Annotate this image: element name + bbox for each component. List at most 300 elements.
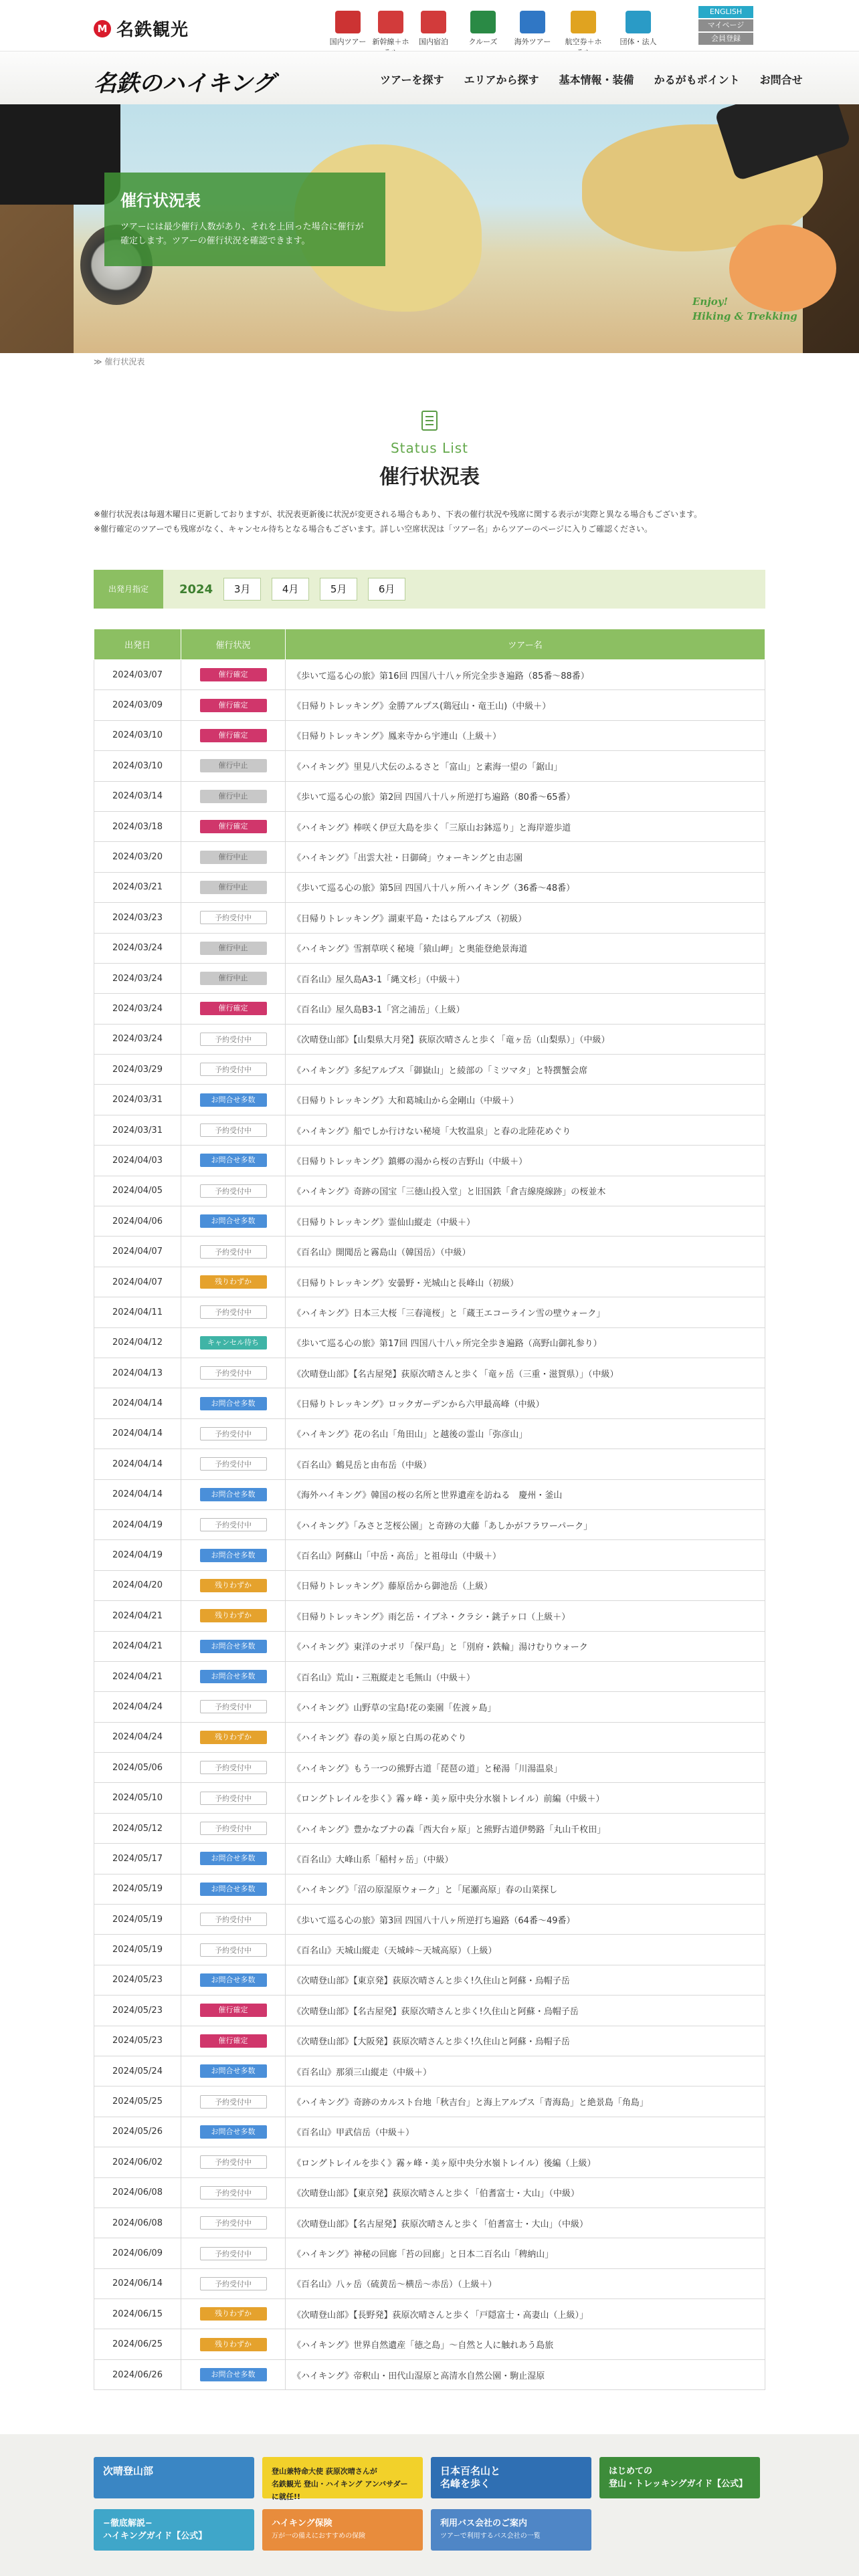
footer-banners xyxy=(0,2434,859,2576)
status-badge: 予約受付中 xyxy=(200,1700,267,1713)
table-row xyxy=(94,811,765,841)
status-badge: 予約受付中 xyxy=(200,1761,267,1774)
link-overseas-tour[interactable]: 海外ツアー xyxy=(511,11,554,47)
banner-insurance[interactable] xyxy=(262,2509,423,2551)
table-row xyxy=(94,2147,765,2177)
table-row xyxy=(94,1418,765,1448)
status-badge: お問合せ多数 xyxy=(200,1549,267,1562)
table-row xyxy=(94,1661,765,1691)
table-row xyxy=(94,2208,765,2238)
tour-name-link[interactable]: 《日帰りトレッキング》鎮郷の湯から桜の吉野山（中級＋） xyxy=(286,1146,765,1176)
table-row xyxy=(94,751,765,781)
status-badge: 残りわずか xyxy=(200,2307,267,2321)
status-cell xyxy=(181,2208,286,2238)
logo-mark-icon: M xyxy=(94,20,111,37)
status-cell xyxy=(181,1146,286,1176)
date-cell: 2024/03/10 xyxy=(94,751,181,781)
banner-bus-company[interactable] xyxy=(431,2509,591,2551)
table-row xyxy=(94,1844,765,1874)
tour-name-link[interactable]: 《日帰りトレッキング》鳳来寺から宇連山（上級＋） xyxy=(286,720,765,750)
tour-name-link[interactable]: 《歩いて巡る心の旅》第16回 四国八十八ヶ所完全歩き遍路（85番〜88番） xyxy=(286,660,765,690)
link-domestic-stay[interactable]: 国内宿泊 xyxy=(412,11,455,47)
status-badge: 予約受付中 xyxy=(200,1184,267,1198)
table-row xyxy=(94,1540,765,1570)
table-row xyxy=(94,1783,765,1813)
status-badge: 予約受付中 xyxy=(200,2155,267,2169)
table-row xyxy=(94,1965,765,1995)
status-cell xyxy=(181,751,286,781)
status-badge: お問合せ多数 xyxy=(200,1640,267,1653)
nav-menu xyxy=(380,72,803,87)
month-button-apr[interactable]: 4月 xyxy=(272,578,309,601)
table-row xyxy=(94,933,765,963)
tour-name-link[interactable]: 《日帰りトレッキング》藤原岳から御池岳（上級） xyxy=(286,1570,765,1600)
table-row xyxy=(94,1115,765,1145)
table-row xyxy=(94,1388,765,1418)
tour-name-link[interactable]: 《ロングトレイルを歩く》霧ヶ峰・美ヶ原中央分水嶺トレイル）後編（上級） xyxy=(286,2147,765,2177)
banner-label: 登山兼特命大使 荻原次晴さんが xyxy=(272,2467,377,2476)
tour-name-link[interactable]: 《歩いて巡る心の旅》第17回 四国八十八ヶ所完全歩き遍路（高野山御礼参り） xyxy=(286,1327,765,1358)
status-badge: 残りわずか xyxy=(200,1579,267,1592)
banner-hyakumeizan[interactable] xyxy=(431,2457,591,2498)
table-row xyxy=(94,1905,765,1935)
table-row xyxy=(94,2359,765,2389)
date-cell: 2024/04/21 xyxy=(94,1601,181,1631)
hotel-icon xyxy=(421,11,446,33)
table-row xyxy=(94,1297,765,1327)
date-cell: 2024/03/14 xyxy=(94,781,181,811)
date-cell: 2024/04/11 xyxy=(94,1297,181,1327)
tour-name-link[interactable]: 《ロングトレイルを歩く》霧ヶ峰・美ヶ原中央分水嶺トレイル）前編（中級＋） xyxy=(286,1783,765,1813)
tour-name-link[interactable]: 《ハイキング》神秘の回廊「苔の回廊」と日本二百名山「稗納山」 xyxy=(286,2238,765,2268)
date-cell: 2024/04/07 xyxy=(94,1267,181,1297)
status-badge: 残りわずか xyxy=(200,1731,267,1744)
tour-name-link[interactable]: 《日帰りトレッキング》大和葛城山から金剛山（中級＋） xyxy=(286,1085,765,1115)
nav-item-basic-info[interactable]: 基本情報・装備 xyxy=(559,74,634,86)
nav-item-contact[interactable]: お問合せ xyxy=(759,74,803,86)
status-badge: お問合せ多数 xyxy=(200,2368,267,2381)
table-row xyxy=(94,1509,765,1539)
col-header-date: 出発日 xyxy=(94,629,181,660)
status-cell xyxy=(181,1024,286,1054)
register-button[interactable]: 会員登録 xyxy=(698,33,753,45)
site-name[interactable]: 名鉄のハイキング xyxy=(94,70,275,97)
link-domestic-tour[interactable]: 国内ツアー xyxy=(326,11,369,47)
status-cell xyxy=(181,1237,286,1267)
status-badge: 予約受付中 xyxy=(200,1913,267,1926)
status-badge: 予約受付中 xyxy=(200,1366,267,1380)
status-cell xyxy=(181,1753,286,1783)
torii-icon xyxy=(335,11,361,33)
date-cell: 2024/03/29 xyxy=(94,1055,181,1085)
tour-name-link[interactable]: 《歩いて巡る心の旅》第3回 四国八十八ヶ所逆打ち遍路（64番〜49番） xyxy=(286,1905,765,1935)
status-cell xyxy=(181,1267,286,1297)
tour-name-link[interactable]: 《次晴登山部》【東京発】荻原次晴さんと歩く!久住山と阿蘇・烏帽子岳 xyxy=(286,1965,765,1995)
status-badge: 予約受付中 xyxy=(200,2095,267,2109)
filter-label: 出発月指定 xyxy=(94,570,163,609)
status-cell xyxy=(181,1449,286,1479)
tour-name-link[interactable]: 《歩いて巡る心の旅》第2回 四国八十八ヶ所逆打ち遍路（80番〜65番） xyxy=(286,781,765,811)
date-cell: 2024/03/31 xyxy=(94,1115,181,1145)
status-cell xyxy=(181,2238,286,2268)
tour-name-link[interactable]: 《ハイキング》船でしか行けない秘境「大牧温泉」と春の北陸花めぐり xyxy=(286,1115,765,1145)
status-cell xyxy=(181,1206,286,1237)
tour-name-link[interactable]: 《百名山》甲武信岳（中級＋） xyxy=(286,2117,765,2147)
tour-name-link[interactable]: 《ハイキング》世界自然遺産「徳之島」〜自然と人に触れあう島旅 xyxy=(286,2329,765,2359)
status-table xyxy=(94,629,765,2390)
tour-name-link[interactable]: 《次晴登山部》【名古屋発】荻原次晴さんと歩く「竜ヶ岳（三重・滋賀県）」（中級） xyxy=(286,1358,765,1388)
month-button-mar[interactable]: 3月 xyxy=(223,578,261,601)
tour-name-link[interactable]: 《日帰りトレッキング》雨乞岳・イブネ・クラシ・銚子ヶ口（上級＋） xyxy=(286,1601,765,1631)
status-cell xyxy=(181,1055,286,1085)
date-cell: 2024/04/03 xyxy=(94,1146,181,1176)
date-cell: 2024/05/19 xyxy=(94,1935,181,1965)
camera-image xyxy=(0,104,120,205)
month-button-jun[interactable]: 6月 xyxy=(368,578,405,601)
tour-name-link[interactable]: 《百名山》荒山・三瓶縦走と毛無山（中級＋） xyxy=(286,1661,765,1691)
tour-name-link[interactable]: 《ハイキング》日本三大桜「三春滝桜」と「蔵王エコーライン雪の壁ウォーク」 xyxy=(286,1297,765,1327)
status-cell xyxy=(181,2177,286,2208)
note-2: ※催行確定のツアーでも残席がなく、キャンセル待ちとなる場合もございます。詳しい空席状況は「ツアー名」からツアーのページに入りご確認ください。 xyxy=(94,524,653,534)
banner-label: ハイキング保険 xyxy=(272,2518,332,2529)
enjoy-tagline-top: Enjoy! xyxy=(692,296,729,308)
date-cell: 2024/03/24 xyxy=(94,963,181,993)
tour-name-link[interactable]: 《百名山》鶴見岳と由布岳（中級） xyxy=(286,1449,765,1479)
table-row xyxy=(94,1267,765,1297)
status-cell xyxy=(181,933,286,963)
status-badge: 催行中止 xyxy=(200,790,267,803)
date-cell: 2024/05/10 xyxy=(94,1783,181,1813)
tour-name-link[interactable]: 《ハイキング》「みさと芝桜公園」と奇跡の大藤「あしかがフラワーパーク」 xyxy=(286,1509,765,1539)
status-cell xyxy=(181,1905,286,1935)
table-row xyxy=(94,1935,765,1965)
date-cell: 2024/03/07 xyxy=(94,660,181,690)
banner-first-guide[interactable] xyxy=(599,2457,760,2498)
tour-name-link[interactable]: 《ハイキング》もう一つの熊野古道「琵琶の道」と秘湯「川湯温泉」 xyxy=(286,1753,765,1783)
global-nav xyxy=(0,51,859,104)
status-badge: お問合せ多数 xyxy=(200,2064,267,2078)
date-cell: 2024/06/25 xyxy=(94,2329,181,2359)
link-cruise[interactable]: クルーズ xyxy=(462,11,504,47)
date-cell: 2024/04/13 xyxy=(94,1358,181,1388)
col-header-tour: ツアー名 xyxy=(286,629,765,660)
table-row xyxy=(94,1358,765,1388)
tour-name-link[interactable]: 《ハイキング》多紀アルプス「御嶽山」と綾部の「ミツマタ」と特撰蟹会席 xyxy=(286,1055,765,1085)
date-cell: 2024/05/23 xyxy=(94,2026,181,2056)
tour-name-link[interactable]: 《歩いて巡る心の旅》第5回 四国八十八ヶ所ハイキング（36番〜48番） xyxy=(286,872,765,902)
status-badge: キャンセル待ち xyxy=(200,1336,267,1350)
table-row xyxy=(94,1722,765,1752)
date-cell: 2024/03/24 xyxy=(94,933,181,963)
status-cell xyxy=(181,2268,286,2298)
tour-name-link[interactable]: 《日帰りトレッキング》湖東平島・たはらアルプス（初級） xyxy=(286,903,765,933)
status-badge: 催行中止 xyxy=(200,881,267,894)
table-row xyxy=(94,2238,765,2268)
date-cell: 2024/03/23 xyxy=(94,903,181,933)
tour-name-link[interactable]: 《ハイキング》奇跡の国宝「三徳山投入堂」と旧国鉄「倉吉線廃線跡」の桜並木 xyxy=(286,1176,765,1206)
status-cell xyxy=(181,1297,286,1327)
date-cell: 2024/06/15 xyxy=(94,2299,181,2329)
table-header-row xyxy=(94,629,765,660)
status-badge: 予約受付中 xyxy=(200,1245,267,1259)
tour-name-link[interactable]: 《次晴登山部》【東京発】荻原次晴さんと歩く「伯耆富士・大山」（中級） xyxy=(286,2177,765,2208)
table-row xyxy=(94,2177,765,2208)
date-cell: 2024/04/19 xyxy=(94,1509,181,1539)
col-header-status: 催行状況 xyxy=(181,629,286,660)
table-row xyxy=(94,872,765,902)
table-row xyxy=(94,1176,765,1206)
table-row xyxy=(94,1570,765,1600)
status-cell xyxy=(181,842,286,872)
status-cell xyxy=(181,720,286,750)
status-badge: お問合せ多数 xyxy=(200,2125,267,2139)
tour-name-link[interactable]: 《次晴登山部》【山梨県大月発】荻原次晴さんと歩く「竜ヶ岳（山梨県）」（中級） xyxy=(286,1024,765,1054)
date-cell: 2024/05/17 xyxy=(94,1844,181,1874)
date-cell: 2024/05/19 xyxy=(94,1905,181,1935)
tour-name-link[interactable]: 《百名山》開聞岳と霧島山（韓国岳）（中級） xyxy=(286,1237,765,1267)
table-row xyxy=(94,1601,765,1631)
banner-tsugiharu-club[interactable] xyxy=(94,2457,254,2498)
filter-year: 2024 xyxy=(179,582,213,597)
status-cell xyxy=(181,1722,286,1752)
status-badge: お問合せ多数 xyxy=(200,1488,267,1501)
status-badge: 催行中止 xyxy=(200,942,267,955)
date-cell: 2024/04/14 xyxy=(94,1449,181,1479)
date-cell: 2024/03/20 xyxy=(94,842,181,872)
status-cell xyxy=(181,1813,286,1843)
breadcrumb[interactable]: ≫ 催行状況表 xyxy=(94,357,145,366)
banner-sub: 万が一の備えにおすすめの保険 xyxy=(272,2533,366,2540)
status-badge: 催行確定 xyxy=(200,668,267,681)
status-badge: 予約受付中 xyxy=(200,1822,267,1835)
status-badge: お問合せ多数 xyxy=(200,1670,267,1683)
status-badge: 予約受付中 xyxy=(200,1305,267,1319)
date-cell: 2024/03/21 xyxy=(94,872,181,902)
date-cell: 2024/05/23 xyxy=(94,1996,181,2026)
date-cell: 2024/06/08 xyxy=(94,2177,181,2208)
status-cell xyxy=(181,1692,286,1722)
status-badge: 予約受付中 xyxy=(200,1033,267,1046)
table-row xyxy=(94,1085,765,1115)
banner-sub: 登山・トレッキングガイド【公式】 xyxy=(609,2479,748,2489)
tour-name-link[interactable]: 《百名山》阿蘇山「中岳・高岳」と祖母山（中級＋） xyxy=(286,1540,765,1570)
tour-name-link[interactable]: 《日帰りトレッキング》霊仙山縦走（中級＋） xyxy=(286,1206,765,1237)
enjoy-tagline xyxy=(692,294,797,324)
tour-name-link[interactable]: 《ハイキング》帝釈山・田代山湿原と高清水自然公園・駒止湿原 xyxy=(286,2359,765,2389)
status-cell xyxy=(181,1479,286,1509)
table-row xyxy=(94,842,765,872)
status-badge: お問合せ多数 xyxy=(200,1093,267,1107)
status-cell xyxy=(181,2056,286,2086)
date-cell: 2024/05/23 xyxy=(94,1965,181,1995)
tour-name-link[interactable]: 《次晴登山部》【名古屋発】荻原次晴さんと歩く!久住山と阿蘇・烏帽子岳 xyxy=(286,1996,765,2026)
status-badge: 予約受付中 xyxy=(200,2277,267,2290)
status-badge: 催行確定 xyxy=(200,699,267,712)
banner-label: 次晴登山部 xyxy=(103,2465,154,2477)
date-cell: 2024/05/25 xyxy=(94,2086,181,2117)
tour-name-link[interactable]: 《ハイキング》棒咲く伊豆大島を歩く「三原山お鉢巡り」と海岸遊歩道 xyxy=(286,811,765,841)
table-row xyxy=(94,994,765,1024)
tour-name-link[interactable]: 《ハイキング》春の美ヶ原と白馬の花めぐり xyxy=(286,1722,765,1752)
tour-name-link[interactable]: 《百名山》大峰山系「稲村ヶ岳」（中級） xyxy=(286,1844,765,1874)
status-badge: 催行中止 xyxy=(200,759,267,772)
tour-name-link[interactable]: 《百名山》八ヶ岳（硫黄岳〜横岳〜赤岳）（上級＋） xyxy=(286,2268,765,2298)
table-row xyxy=(94,1479,765,1509)
tour-name-link[interactable]: 《ハイキング》「出雲大社・日御碕」ウォーキングと由志園 xyxy=(286,842,765,872)
table-row xyxy=(94,903,765,933)
status-cell xyxy=(181,2359,286,2389)
date-cell: 2024/03/09 xyxy=(94,690,181,720)
date-cell: 2024/06/02 xyxy=(94,2147,181,2177)
tour-name-link[interactable]: 《百名山》天城山縦走（天城峠〜天城高原）（上級） xyxy=(286,1935,765,1965)
table-row xyxy=(94,1874,765,1904)
banner-sub: 名峰を歩く xyxy=(440,2478,491,2490)
tabipod-logo-icon xyxy=(571,11,596,33)
status-badge: 予約受付中 xyxy=(200,2186,267,2199)
tour-name-link[interactable]: 《ハイキング》里見八犬伝のふるさと「富山」と素海一望の「鋸山」 xyxy=(286,751,765,781)
date-cell: 2024/03/31 xyxy=(94,1085,181,1115)
month-filter xyxy=(94,570,765,609)
status-cell xyxy=(181,1418,286,1448)
month-button-may[interactable]: 5月 xyxy=(320,578,357,601)
status-badge: お問合せ多数 xyxy=(200,1852,267,1865)
date-cell: 2024/04/24 xyxy=(94,1722,181,1752)
side-buttons xyxy=(698,6,753,46)
mypage-button[interactable]: マイページ xyxy=(698,19,753,31)
tour-name-link[interactable]: 《ハイキング》「沼の原湿原ウォーク」と「尾瀬高原」春の山菜探し xyxy=(286,1874,765,1904)
status-cell xyxy=(181,903,286,933)
status-badge: 催行確定 xyxy=(200,820,267,833)
tour-name-link[interactable]: 《ハイキング》豊かなブナの森「西大台ヶ原」と熊野古道伊勢路「丸山千枚田」 xyxy=(286,1813,765,1843)
tour-name-link[interactable]: 《百名山》屋久島A3-1「縄文杉」（中級＋） xyxy=(286,963,765,993)
table-row xyxy=(94,1055,765,1085)
tour-name-link[interactable]: 《ハイキング》東洋のナポリ「保戸島」と「別府・鉄輪」湯けむりウォーク xyxy=(286,1631,765,1661)
table-row xyxy=(94,2117,765,2147)
tour-name-link[interactable]: 《ハイキング》奇跡のカルスト台地「秋吉台」と海上アルプス「青海島」と絶景島「角島」 xyxy=(286,2086,765,2117)
shinkansen-icon xyxy=(378,11,403,33)
status-badge: 催行中止 xyxy=(200,972,267,985)
link-air-hotel[interactable]: 航空券＋ホ xyxy=(562,11,605,58)
section-title xyxy=(0,411,859,490)
tour-name-link[interactable]: 《次晴登山部》【大阪発】荻原次晴さんと歩く!久住山と阿蘇・烏帽子岳 xyxy=(286,2026,765,2056)
status-badge: お問合せ多数 xyxy=(200,1214,267,1228)
table-row xyxy=(94,690,765,720)
tour-name-link[interactable]: 《ハイキング》花の名山「角田山」と越後の霊山「弥彦山」 xyxy=(286,1418,765,1448)
group-icon xyxy=(626,11,651,33)
status-cell xyxy=(181,1540,286,1570)
english-button[interactable]: ENGLISH xyxy=(698,6,753,18)
link-shinkansen-hotel[interactable]: 新幹線＋ホ xyxy=(369,11,412,58)
table-row xyxy=(94,1631,765,1661)
status-cell xyxy=(181,1935,286,1965)
status-cell xyxy=(181,1085,286,1115)
date-cell: 2024/05/26 xyxy=(94,2117,181,2147)
top-header xyxy=(0,0,859,51)
date-cell: 2024/06/14 xyxy=(94,2268,181,2298)
globe-icon xyxy=(520,11,545,33)
tour-name-link[interactable]: 《次晴登山部》【長野発】荻原次晴さんと歩く「戸隠富士・高妻山（上級）」 xyxy=(286,2299,765,2329)
date-cell: 2024/03/24 xyxy=(94,994,181,1024)
tour-name-link[interactable]: 《海外ハイキング》韓国の桜の名所と世界遺産を訪ねる 慶州・釜山 xyxy=(286,1479,765,1509)
date-cell: 2024/05/24 xyxy=(94,2056,181,2086)
table-row xyxy=(94,1206,765,1237)
status-cell xyxy=(181,1327,286,1358)
status-cell xyxy=(181,2086,286,2117)
status-cell xyxy=(181,872,286,902)
date-cell: 2024/03/24 xyxy=(94,1024,181,1054)
date-cell: 2024/06/08 xyxy=(94,2208,181,2238)
tour-name-link[interactable]: 《ハイキング》山野草の宝島!花の楽園「佐渡ヶ島」 xyxy=(286,1692,765,1722)
status-badge: 予約受付中 xyxy=(200,1943,267,1957)
hero-title: 催行状況表 xyxy=(120,191,201,210)
status-cell xyxy=(181,963,286,993)
tour-name-link[interactable]: 《ハイキング》雪割草咲く秘境「猿山岬」と奥能登絶景海道 xyxy=(286,933,765,963)
banner-ambassador[interactable] xyxy=(262,2457,423,2501)
status-badge: 催行中止 xyxy=(200,851,267,864)
banner-sub: ツアーで利用するバス会社の一覧 xyxy=(440,2533,541,2540)
status-badge: 催行確定 xyxy=(200,2034,267,2048)
status-cell xyxy=(181,1965,286,1995)
hero-panel xyxy=(104,173,385,266)
nav-item-area-search[interactable]: エリアから探す xyxy=(464,74,539,86)
hero-description: ツアーには最少催行人数があり、それを上回った場合に催行が確定します。ツアーの催行状況を確認できます。 xyxy=(120,222,364,246)
tour-name-link[interactable]: 《日帰りトレッキング》ロックガーデンから六甲最高峰（中級） xyxy=(286,1388,765,1418)
status-badge: 残りわずか xyxy=(200,2338,267,2351)
table-row xyxy=(94,720,765,750)
status-cell xyxy=(181,781,286,811)
nav-item-tour-search[interactable]: ツアーを探す xyxy=(380,74,444,86)
banner-label: はじめての xyxy=(609,2466,653,2476)
status-cell xyxy=(181,2299,286,2329)
banner-label: −徹底解説− xyxy=(103,2518,153,2529)
date-cell: 2024/04/07 xyxy=(94,1237,181,1267)
tour-name-link[interactable]: 《百名山》屋久島B3-1「宮之浦岳」（上級） xyxy=(286,994,765,1024)
page-title: 催行状況表 xyxy=(379,465,480,489)
date-cell: 2024/04/20 xyxy=(94,1570,181,1600)
status-cell xyxy=(181,811,286,841)
date-cell: 2024/04/21 xyxy=(94,1631,181,1661)
table-row xyxy=(94,2299,765,2329)
ship-icon xyxy=(470,11,496,33)
nav-item-karugamo-point[interactable]: かるがもポイント xyxy=(654,74,740,86)
status-badge: 予約受付中 xyxy=(200,1457,267,1471)
status-cell xyxy=(181,1661,286,1691)
tour-name-link[interactable]: 《百名山》那須三山縦走（中級＋） xyxy=(286,2056,765,2086)
date-cell: 2024/04/14 xyxy=(94,1388,181,1418)
enjoy-tagline-bottom: Hiking & Trekking xyxy=(692,310,797,322)
status-cell xyxy=(181,690,286,720)
status-badge: 予約受付中 xyxy=(200,1123,267,1137)
date-cell: 2024/05/19 xyxy=(94,1874,181,1904)
table-row xyxy=(94,2086,765,2117)
tour-name-link[interactable]: 《日帰りトレッキング》金勝アルプス(鶏冠山・竜王山)（中級＋） xyxy=(286,690,765,720)
meitetsu-logo[interactable] xyxy=(94,16,189,41)
status-badge: 催行確定 xyxy=(200,729,267,742)
table-row xyxy=(94,1996,765,2026)
tour-name-link[interactable]: 《日帰りトレッキング》安曇野・光城山と長峰山（初級） xyxy=(286,1267,765,1297)
link-group[interactable]: 団体・法人 xyxy=(617,11,660,47)
table-row xyxy=(94,2268,765,2298)
tour-name-link[interactable]: 《次晴登山部》【名古屋発】荻原次晴さんと歩く「伯耆富士・大山」（中級） xyxy=(286,2208,765,2238)
status-cell xyxy=(181,1570,286,1600)
status-cell xyxy=(181,1509,286,1539)
status-badge: 予約受付中 xyxy=(200,1427,267,1440)
status-cell xyxy=(181,1115,286,1145)
table-row xyxy=(94,1146,765,1176)
status-cell xyxy=(181,1874,286,1904)
banner-hiking-guide[interactable] xyxy=(94,2509,254,2551)
status-badge: 予約受付中 xyxy=(200,2247,267,2260)
